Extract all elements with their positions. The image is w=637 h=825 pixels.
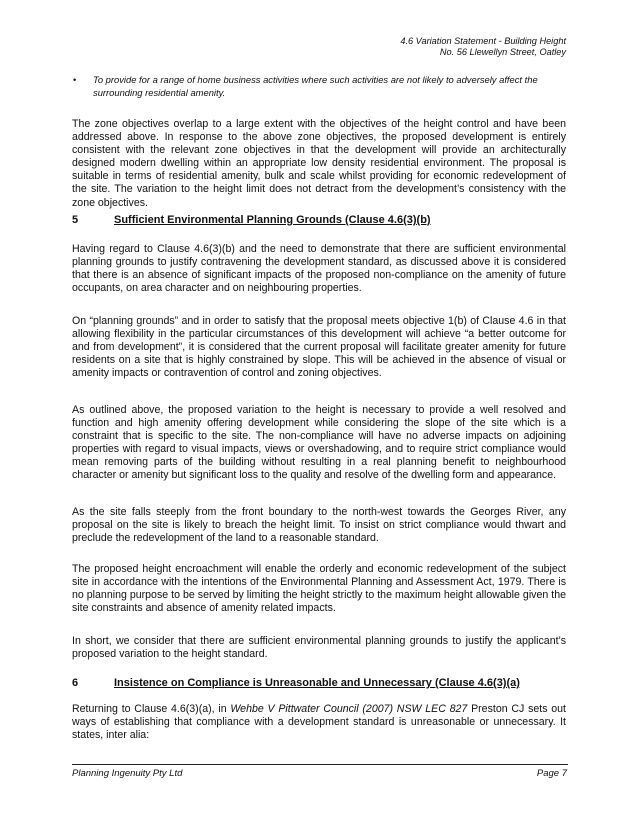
paragraph-environmental-grounds: Having regard to Clause 4.6(3)(b) and the need to demonstrate that there are sufficient environmental planning grounds to justify contravening the development standard, as discussed above it is considered that there is an absence of significant impacts of the proposed non-compliance on the amenity of future occupants, on area character and on neighbouring properties. [72,243,566,295]
paragraph-site-falls: As the site falls steeply from the front boundary to the north-west towards the Georges River, any proposal on the site is likely to breach the height limit. To insist on strict compliance would thwart and preclude the redevelopment of the land to a reasonable standard. [72,506,566,545]
header-address: No. 56 Llewellyn Street, Oatley [439,47,566,57]
paragraph-text: Returning to Clause 4.6(3)(a), in [72,703,231,715]
paragraph-height-variation: As outlined above, the proposed variation to the height is necessary to provide a well resolved and function and high amenity offering development while considering the slope of the site which is a constraint that is specific to the site. The non-compliance will have no adverse impacts on adjoining properties with regard to visual impacts, views or overshadowing, and to require strict compliance would mean removing parts of the building without resulting in a real planning benefit to neighbourhood character or amenity but significant loss to the quality and resolve of the dwelling form and appearance. [72,404,566,482]
heading-title: Insistence on Compliance is Unreasonable and Unnecessary (Clause 4.6(3)(a) [114,677,520,689]
footer-divider [72,764,568,765]
bullet-dot-icon: • [73,74,77,85]
paragraph-height-encroachment: The proposed height encroachment will enable the orderly and economic redevelopment of the subject site in accordance with the intentions of the Environmental Planning and Assessment Act, 1979. There is no planning purpose to be served by limiting the height strictly to the maximum height allowable given the site constraints and absence of amenity related impacts. [72,563,566,615]
paragraph-zone-objectives: The zone objectives overlap to a large extent with the objectives of the height control and have been addressed above. In response to the above zone objectives, the proposed development is entirely consistent with the relevant zone objectives in that the development will provide an architecturally designed modern dwelling within an appropriate low density residential environment. The proposal is suitable in terms of residential amenity, bulk and scale whilst providing for economic redevelopment of the site. The variation to the height limit does not detract from the development’s consistency with the zone objectives. [72,118,566,209]
paragraph-returning [72,703,566,742]
footer-company: Planning Ingenuity Pty Ltd [72,768,183,779]
heading-section-5 [72,214,431,226]
case-citation: Wehbe V Pittwater Council (2007) NSW LEC 827 [230,703,468,715]
bullet-text: To provide for a range of home business activities where such activities are not likely to adversely affect the surrounding residential amenity. [93,74,538,98]
footer-page-number: Page 7 [536,768,567,779]
paragraph-in-short: In short, we consider that there are sufficient environmental planning grounds to justify the applicant’s proposed variation to the height standard. [72,635,566,661]
bullet-item [73,74,568,99]
heading-number: 5 [72,214,79,226]
heading-section-6 [72,677,520,689]
paragraph-planning-grounds: On “planning grounds” and in order to satisfy that the proposal meets objective 1(b) of Clause 4.6 in that allowing flexibility in the particular circumstances of this development will achieve “a better outcome for and from development”, it is considered that the current proposal will facilitate greater amenity for future residents on a site that is highly constrained by slope. This will be achieved in the absence of visual or amenity impacts or contravention of control and zoning objectives. [72,315,566,380]
header-title: 4.6 Variation Statement - Building Height [400,36,566,46]
page-header [400,36,566,58]
heading-title: Sufficient Environmental Planning Grounds (Clause 4.6(3)(b) [114,214,431,226]
paragraph-text: Preston CJ sets out ways of establishing that compliance with a development standard is unreasonable or unnecessary. It states, inter alia: [72,703,566,742]
heading-number: 6 [72,677,79,689]
